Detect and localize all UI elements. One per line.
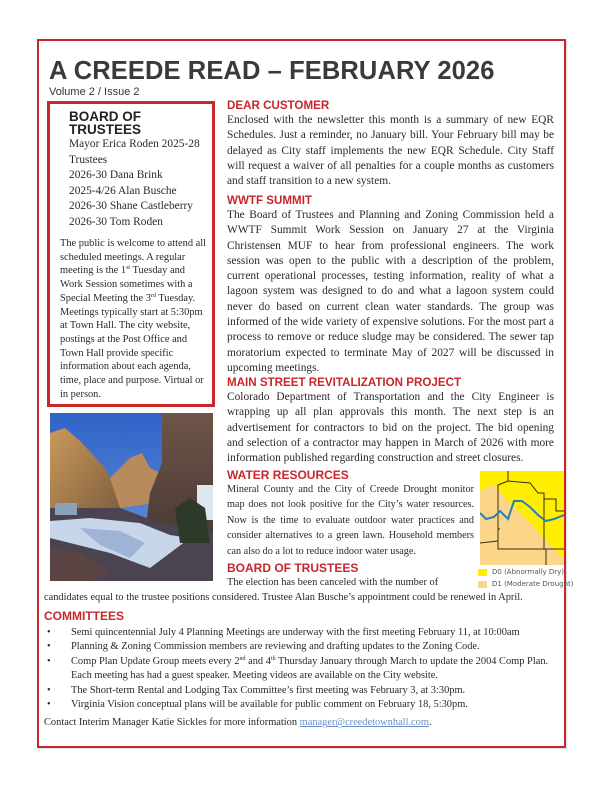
section-heading: DEAR CUSTOMER xyxy=(227,99,330,112)
list-item-text: Comp Plan Update Group meets every 2 xyxy=(71,655,240,667)
contact-text: Contact Interim Manager Katie Sickles for more information xyxy=(44,717,300,729)
board-sidebar-box xyxy=(47,101,215,407)
list-item-sup: th xyxy=(270,655,276,662)
list-item-text: Virginia Vision conceptual plans will be available for public comment on February 18, 5:30pm. xyxy=(71,699,468,711)
legend-item-d1 xyxy=(478,578,574,590)
volume-issue: Volume 2 / Issue 2 xyxy=(49,86,140,98)
sidebar-title: BOARD OF TRUSTEES xyxy=(69,109,142,137)
list-item xyxy=(44,684,562,698)
committee-list xyxy=(44,626,562,712)
section-body: The Board of Trustees and Planning and Zoning Commission held a WWTF Summit Work Session on January 27 at the Virginia Christensen MUF to hear from professional engineers. The work session was open to the public with a description of the problem, current operational processes, testing information, reality of what a lagoon system was designed to do and what a lagoon system could never do based on current clean water standards. The group was informed of the wide variety of expensive solutions. For the most part a process to remove or reduce sludge may be considered. The sewer tap moratorium expected to terminate May of 2027 will be discussed in upcoming meetings. xyxy=(227,209,554,374)
bullet-icon: • xyxy=(47,684,51,696)
section-body: candidates equal to the trustee positions considered. Trustee Alan Busche’s appointment could be renewed in April. xyxy=(44,592,523,603)
roster-item: 2026-30 Dana Brink xyxy=(69,169,163,181)
legend-item-d0 xyxy=(478,566,574,578)
section-main-street xyxy=(227,376,554,466)
section-body: Enclosed with the newsletter this month is a summary of new EQR Schedules. Just a reminder, no January bill. Your February bill may be delayed as City staff implements the new EQR Schedule. City Staff will request a waiver of all penalties for a couple months as customers and staff transition to a new system. xyxy=(227,114,554,188)
roster-item: 2026-30 Tom Roden xyxy=(69,215,163,228)
bullet-icon: • xyxy=(47,641,51,653)
creede-canyon-photo xyxy=(50,413,213,581)
list-item-text: Planning & Zoning Commission members are reviewing and drafting updates to the Zoning Code. xyxy=(71,641,480,653)
section-committees xyxy=(44,609,562,730)
bullet-icon: • xyxy=(47,627,51,638)
section-dear-customer xyxy=(227,99,554,189)
section-heading: BOARD OF TRUSTEES xyxy=(227,561,359,575)
bullet-icon: • xyxy=(47,655,51,667)
roster-item: Mayor Erica Roden 2025-28 xyxy=(69,138,200,150)
list-item xyxy=(44,655,562,684)
list-item-text: Thursday January through March to update the 2004 Comp Plan. Each meeting has had a guest speaker. Meeting videos are available on the City website. xyxy=(71,655,549,682)
section-heading: COMMITTEES xyxy=(44,609,124,623)
roster-item: 2025-4/26 Alan Busche xyxy=(69,184,177,197)
roster-item: 2026-30 Shane Castleberry xyxy=(69,200,194,212)
section-heading: WATER RESOURCES xyxy=(227,468,349,482)
notice-text: The public is welcome to attend all scheduled meetings. A regular meeting is the 1 xyxy=(60,238,207,277)
list-item xyxy=(44,640,562,654)
meeting-notice xyxy=(60,237,206,401)
section-board-of-trustees xyxy=(227,561,477,575)
drought-monitor-map xyxy=(480,471,564,565)
newsletter-title: A CREEDE READ – FEBRUARY 2026 xyxy=(49,57,495,85)
legend-swatch xyxy=(478,581,487,588)
list-item xyxy=(44,698,562,712)
list-item-text: The Short-term Rental and Lodging Tax Committee’s first meeting was February 3, at 3:30pm. xyxy=(71,684,466,696)
contact-line xyxy=(44,716,562,730)
manager-email-link[interactable]: manager@creedetownhall.com xyxy=(299,717,429,729)
notice-sup: rd xyxy=(150,292,156,299)
contact-suffix: . xyxy=(428,717,432,729)
section-body: Colorado Department of Transportation and the City Engineer is wrapping up all plan approvals this month. The next step is an advertisement for contractors to bid on the project. The bid opening and selection of a contractor may happen in March of 2026 with more information published regarding construction and street closures. xyxy=(227,391,554,465)
section-heading: MAIN STREET REVITALIZATION PROJECT xyxy=(227,376,462,389)
roster-item: Trustees xyxy=(69,153,108,166)
list-item-text: and 4 xyxy=(245,655,271,667)
notice-text: Tuesday and Work Session sometimes with a Special Meeting the 3 xyxy=(60,265,193,304)
notice-text: Tuesday. Meetings typically start at 5:30pm at Town Hall. The city website, postings at the Post Office and Town Hall provide specific information about each agenda, time, place and purpose. Virtual or in person. xyxy=(60,292,204,400)
section-wwtf-summit xyxy=(227,194,554,376)
trustee-roster xyxy=(69,137,206,230)
legend-label: D1 (Moderate Drought) xyxy=(492,580,574,588)
section-body: The election has been canceled with the number of xyxy=(227,577,439,588)
section-body: Mineral County and the City of Creede Drought monitor map does not look positive for the City’s water resources. Now is the time to evaluate outdoor water practices and consider alternatives to a green lawn. Household members can also do a lot to reduce indoor water usage. xyxy=(227,484,474,557)
section-water-resources xyxy=(227,468,474,559)
legend-swatch xyxy=(478,569,487,576)
section-heading: WWTF SUMMIT xyxy=(227,194,312,207)
legend-label: D0 (Abnormally Dry) xyxy=(492,568,565,576)
list-item-text: Semi quincentennial July 4 Planning Meetings are underway with the first meeting February 11, at 10:00am xyxy=(71,627,520,638)
notice-sup: st xyxy=(126,265,131,272)
list-item xyxy=(44,626,562,640)
drought-legend xyxy=(478,566,574,590)
bullet-icon: • xyxy=(47,699,51,711)
list-item-sup: nd xyxy=(239,655,246,662)
